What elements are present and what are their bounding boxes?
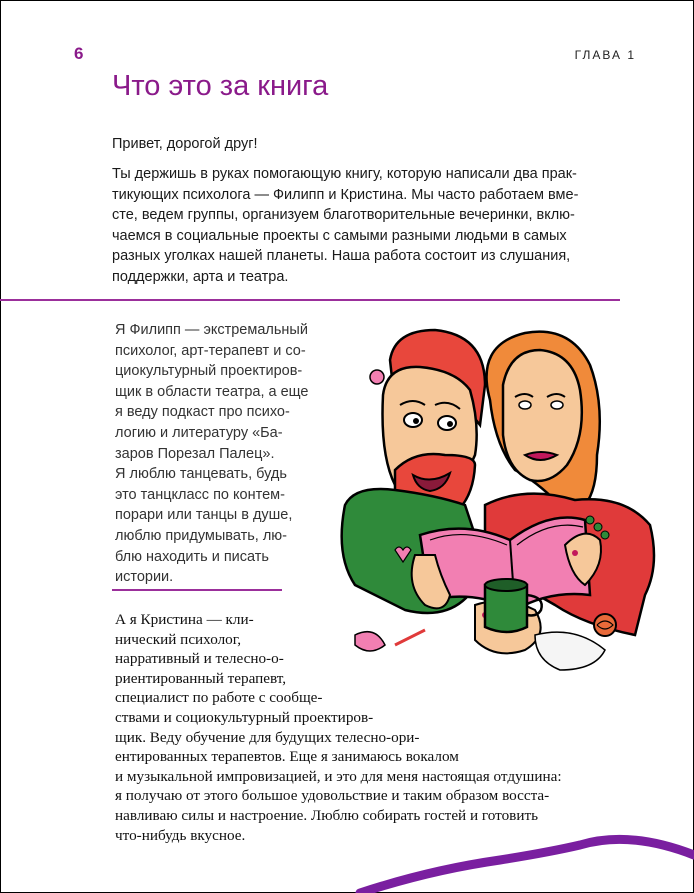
philipp-bio [115,320,347,588]
page-number: 6 [74,44,84,63]
bio-line: риентированный терапевт, [115,669,287,687]
bio-line: навливаю силы и настроение. Люблю собирать гостей и готовить [115,806,539,824]
page-title: Что это за книга [112,70,329,102]
bio-line: А я Кристина — кли- [115,611,254,628]
section-divider-short [112,589,282,591]
intro-line: чаемся в социальные проекты с самыми разными людьми в самых [112,227,567,244]
bio-line: я веду подкаст про психо- [115,404,290,421]
bio-line: нарративный и телесно-о- [115,650,284,668]
intro-paragraph [112,164,620,288]
bio-line: специалист по работе с сообще- [115,689,323,707]
bio-line: и музыкальной импровизацией, и это для меня настоящая отдушина: [115,767,562,785]
section-divider [0,299,620,301]
intro-line: тикующих психолога — Филипп и Кристина. Мы часто работаем вме- [112,186,579,203]
bio-line: логию и литературу «Ба- [115,424,283,441]
bio-line: блю находить и писать [115,548,269,565]
intro-line: сте, ведем группы, организуем благотворительные вечеринки, вклю- [112,207,575,224]
bio-line: щик. Веду обучение для будущих телесно-ори- [115,728,420,746]
bio-line: я получаю от этого большое удовольствие и таким образом восста- [115,787,550,805]
bio-line: нический психолог, [115,630,242,648]
intro-line: поддержки, арта и театра. [112,268,289,285]
bio-line: истории. [115,569,174,586]
bio-line: ствами и социокультурный проектиров- [115,708,374,726]
bio-line: это танцкласс по контем- [115,486,285,503]
bio-line: Я Филипп — экстремальный [115,322,308,338]
bio-line: что-нибудь вкусное. [115,826,246,844]
bio-line: циокультурный проектиров- [115,363,303,380]
greeting: Привет, дорогой друг! [112,136,258,152]
bio-line: щик в области театра, а еще [115,383,309,400]
decorative-wave [0,800,694,893]
bio-line: ентированных терапевтов. Еще я занимаюсь вокалом [115,748,459,766]
chapter-label: ГЛАВА 1 [574,48,636,62]
bio-line: Я люблю танцевать, будь [115,466,287,483]
bio-line: заров Порезал Палец». [115,445,275,462]
intro-line: разных уголках нашей планеты. Наша работа состоит из слушания, [112,248,571,265]
intro-line: Ты держишь в руках помогающую книгу, которую написали два прак- [112,166,577,182]
bio-line: порари или танцы в душе, [115,507,293,524]
bio-line: психолог, арт-терапевт и со- [115,342,306,359]
bio-line: люблю придумывать, лю- [115,527,288,544]
